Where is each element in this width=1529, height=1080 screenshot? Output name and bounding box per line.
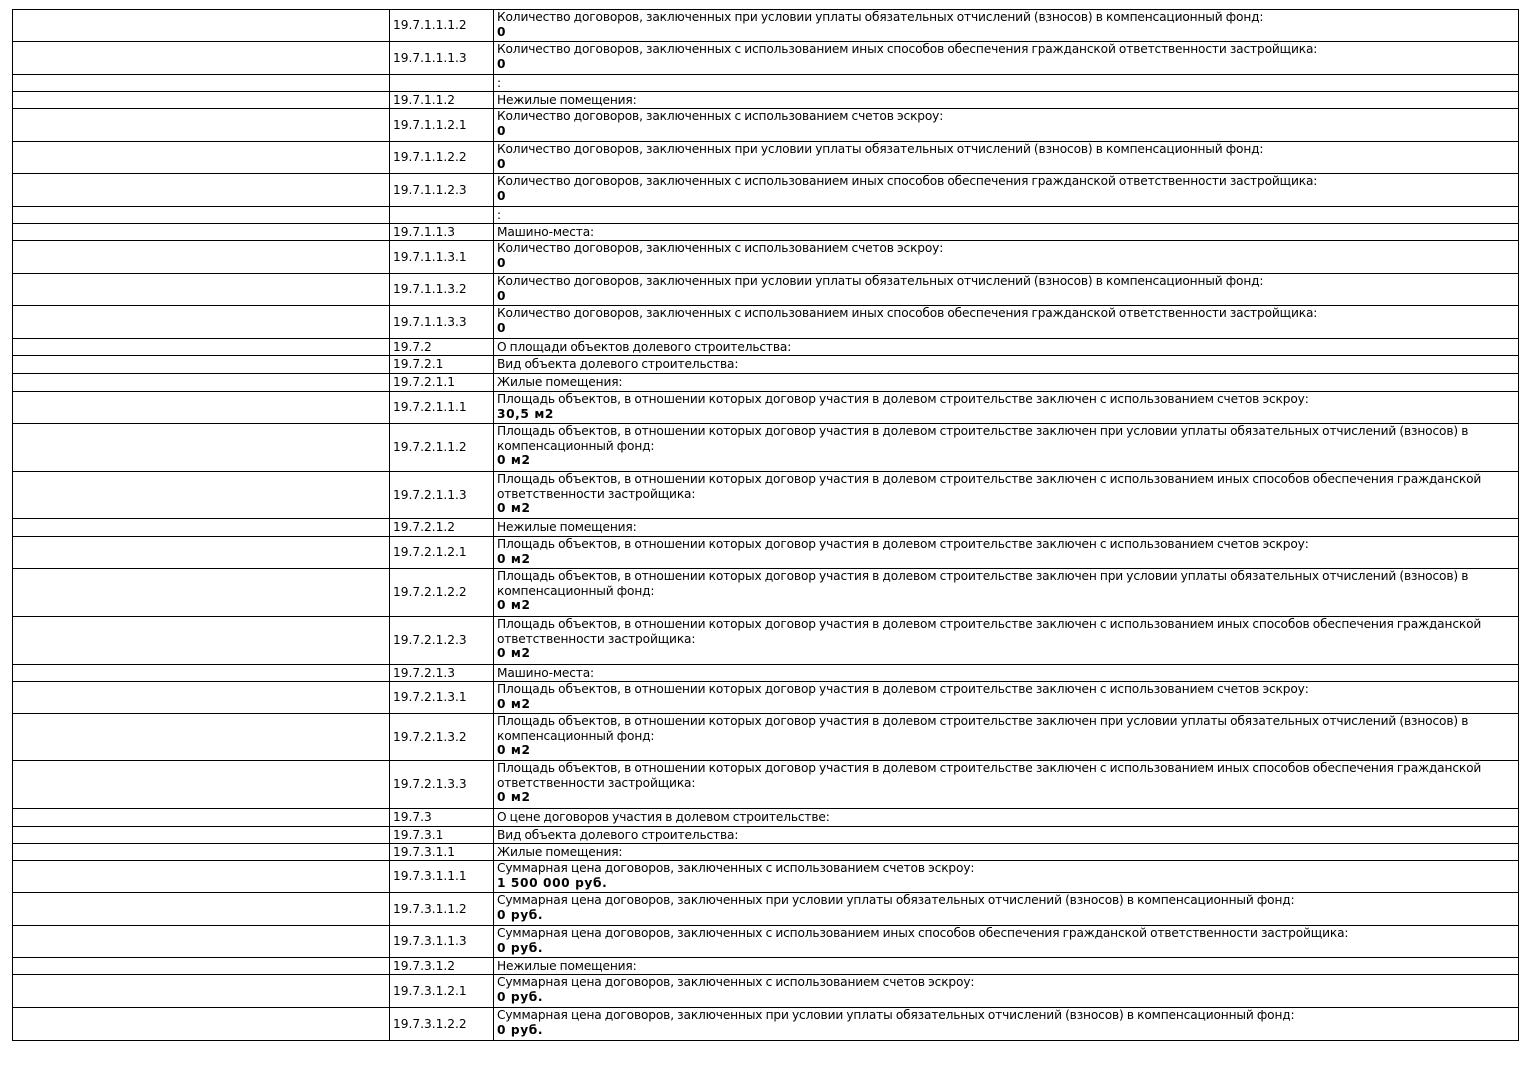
blank-cell <box>13 142 390 174</box>
item-number: 19.7.2.1.2.3 <box>390 617 494 665</box>
item-value: 1 500 000 руб. <box>497 875 608 890</box>
item-number <box>390 75 494 92</box>
table-row <box>13 392 1519 424</box>
item-label: О площади объектов долевого строительства: <box>497 339 792 354</box>
item-content <box>494 109 1519 142</box>
item-label: Нежилые помещения: <box>497 520 637 535</box>
table-row <box>13 893 1519 926</box>
item-content <box>494 569 1519 617</box>
item-value: 0 м2 <box>497 551 531 566</box>
table-row <box>13 42 1519 75</box>
table-row <box>13 10 1519 42</box>
item-value: 0 м2 <box>497 696 531 711</box>
item-value: 0 <box>497 188 507 203</box>
blank-cell <box>13 174 390 207</box>
item-label: Количество договоров, заключенных при условии уплаты обязательных отчислений (взносов) в компенсационный фонд: <box>497 274 1264 288</box>
blank-cell <box>13 75 390 92</box>
item-label: Суммарная цена договоров, заключенных с использованием иных способов обеспечения гражданской ответственности застройщика: <box>497 926 1349 940</box>
blank-cell <box>13 827 390 844</box>
item-label: Суммарная цена договоров, заключенных с использованием счетов эскроу: <box>497 861 975 875</box>
item-label: Площадь объектов, в отношении которых договор участия в долевом строительстве заключен при условии уплаты обязательных отчислений (взносов) в компенсационный фонд: <box>497 714 1469 743</box>
table-row <box>13 975 1519 1008</box>
table-row <box>13 274 1519 306</box>
item-label: Нежилые помещения: <box>497 92 637 107</box>
item-number: 19.7.1.1.3.3 <box>390 306 494 339</box>
item-content <box>494 844 1519 861</box>
item-number: 19.7.1.1.2.2 <box>390 142 494 174</box>
item-label: О цене договоров участия в долевом строительстве: <box>497 810 830 825</box>
item-content <box>494 958 1519 975</box>
item-label: Площадь объектов, в отношении которых договор участия в долевом строительстве заключен с использованием иных способов обеспечения гражданской ответственности застройщика: <box>497 472 1482 501</box>
item-number: 19.7.3.1 <box>390 827 494 844</box>
item-value: 0 руб. <box>497 989 544 1004</box>
blank-cell <box>13 10 390 42</box>
table-row <box>13 356 1519 374</box>
item-content <box>494 174 1519 207</box>
table-row <box>13 75 1519 92</box>
blank-cell <box>13 569 390 617</box>
blank-cell <box>13 844 390 861</box>
item-number: 19.7.3.1.1 <box>390 844 494 861</box>
blank-cell <box>13 42 390 75</box>
item-content <box>494 224 1519 241</box>
table-row <box>13 926 1519 958</box>
item-number: 19.7.2.1.2.1 <box>390 537 494 569</box>
table-row <box>13 92 1519 109</box>
item-value: 0 <box>497 288 507 303</box>
item-content <box>494 374 1519 392</box>
item-number: 19.7.1.1.2.1 <box>390 109 494 142</box>
blank-cell <box>13 374 390 392</box>
blank-cell <box>13 92 390 109</box>
item-number: 19.7.1.1.1.3 <box>390 42 494 75</box>
item-number: 19.7.3.1.1.3 <box>390 926 494 958</box>
table-row <box>13 617 1519 665</box>
item-content <box>494 861 1519 893</box>
item-content <box>494 682 1519 714</box>
blank-cell <box>13 926 390 958</box>
item-label: Площадь объектов, в отношении которых договор участия в долевом строительстве заключен с использованием иных способов обеспечения гражданской ответственности застройщика: <box>497 617 1482 646</box>
table-row <box>13 827 1519 844</box>
item-number: 19.7.3.1.2.2 <box>390 1008 494 1041</box>
item-label: Суммарная цена договоров, заключенных с использованием счетов эскроу: <box>497 975 975 989</box>
item-content <box>494 207 1519 224</box>
item-value: 0 м2 <box>497 598 531 613</box>
item-number: 19.7.2.1.3.2 <box>390 714 494 761</box>
item-content <box>494 142 1519 174</box>
table-row <box>13 861 1519 893</box>
item-label: : <box>497 207 501 222</box>
item-content <box>494 617 1519 665</box>
item-number: 19.7.1.1.1.2 <box>390 10 494 42</box>
blank-cell <box>13 617 390 665</box>
item-value: 30,5 м2 <box>497 406 554 421</box>
item-value: 0 руб. <box>497 1022 544 1037</box>
table-row <box>13 424 1519 472</box>
item-number: 19.7.3.1.2 <box>390 958 494 975</box>
item-content <box>494 274 1519 306</box>
blank-cell <box>13 861 390 893</box>
item-content <box>494 665 1519 682</box>
table-row <box>13 761 1519 809</box>
item-value: 0 <box>497 320 507 335</box>
table-row <box>13 339 1519 356</box>
table-row <box>13 142 1519 174</box>
item-label: Площадь объектов, в отношении которых договор участия в долевом строительстве заключен при условии уплаты обязательных отчислений (взносов) в компенсационный фонд: <box>497 569 1469 598</box>
blank-cell <box>13 714 390 761</box>
blank-cell <box>13 519 390 537</box>
table-row <box>13 958 1519 975</box>
item-label: Площадь объектов, в отношении которых договор участия в долевом строительстве заключен с использованием счетов эскроу: <box>497 537 1309 551</box>
item-number: 19.7.2.1.3 <box>390 665 494 682</box>
item-number: 19.7.1.1.2 <box>390 92 494 109</box>
table-row <box>13 809 1519 827</box>
blank-cell <box>13 665 390 682</box>
table-row <box>13 174 1519 207</box>
item-number: 19.7.1.1.3 <box>390 224 494 241</box>
blank-cell <box>13 893 390 926</box>
blank-cell <box>13 274 390 306</box>
table-row <box>13 207 1519 224</box>
item-number: 19.7.2.1.3.3 <box>390 761 494 809</box>
item-label: Количество договоров, заключенных при условии уплаты обязательных отчислений (взносов) в компенсационный фонд: <box>497 142 1264 156</box>
item-number: 19.7.2.1 <box>390 356 494 374</box>
item-value: 0 <box>497 123 507 138</box>
item-label: Жилые помещения: <box>497 375 623 390</box>
item-number: 19.7.2.1.1.1 <box>390 392 494 424</box>
item-content <box>494 975 1519 1008</box>
item-value: 0 <box>497 24 507 39</box>
item-content <box>494 42 1519 75</box>
item-content <box>494 537 1519 569</box>
blank-cell <box>13 975 390 1008</box>
item-content <box>494 10 1519 42</box>
item-number: 19.7.3.1.1.2 <box>390 893 494 926</box>
blank-cell <box>13 1008 390 1041</box>
item-value: 0 руб. <box>497 907 544 922</box>
blank-cell <box>13 761 390 809</box>
blank-cell <box>13 958 390 975</box>
disclosure-table <box>12 9 1519 1041</box>
item-label: Машино-места: <box>497 224 594 239</box>
item-label: Количество договоров, заключенных с использованием счетов эскроу: <box>497 109 944 123</box>
item-number: 19.7.2.1.1.2 <box>390 424 494 472</box>
item-content <box>494 75 1519 92</box>
item-content <box>494 472 1519 519</box>
blank-cell <box>13 682 390 714</box>
item-number: 19.7.1.1.3.2 <box>390 274 494 306</box>
item-content <box>494 893 1519 926</box>
item-label: Количество договоров, заключенных с использованием иных способов обеспечения гражданской ответственности застройщика: <box>497 42 1318 56</box>
item-value: 0 м2 <box>497 790 531 805</box>
table-row <box>13 665 1519 682</box>
item-value: 0 руб. <box>497 940 544 955</box>
table-row <box>13 682 1519 714</box>
blank-cell <box>13 241 390 274</box>
table-row <box>13 844 1519 861</box>
item-content <box>494 761 1519 809</box>
item-content <box>494 827 1519 844</box>
item-label: Площадь объектов, в отношении которых договор участия в долевом строительстве заключен с использованием счетов эскроу: <box>497 392 1309 406</box>
item-label: Площадь объектов, в отношении которых договор участия в долевом строительстве заключен с использованием счетов эскроу: <box>497 682 1309 696</box>
item-label: Суммарная цена договоров, заключенных при условии уплаты обязательных отчислений (взносов) в компенсационный фонд: <box>497 893 1295 907</box>
item-content <box>494 339 1519 356</box>
item-label: Нежилые помещения: <box>497 958 637 973</box>
item-value: 0 <box>497 56 507 71</box>
item-label: Количество договоров, заключенных при условии уплаты обязательных отчислений (взносов) в компенсационный фонд: <box>497 10 1264 24</box>
table-row <box>13 1008 1519 1041</box>
item-label: Машино-места: <box>497 665 594 680</box>
item-number: 19.7.1.1.2.3 <box>390 174 494 207</box>
blank-cell <box>13 392 390 424</box>
item-content <box>494 926 1519 958</box>
table-body <box>13 10 1519 1041</box>
blank-cell <box>13 424 390 472</box>
item-content <box>494 714 1519 761</box>
item-value: 0 <box>497 255 507 270</box>
item-number: 19.7.2.1.3.1 <box>390 682 494 714</box>
item-label: Жилые помещения: <box>497 844 623 859</box>
blank-cell <box>13 339 390 356</box>
table-row <box>13 241 1519 274</box>
item-label: Площадь объектов, в отношении которых договор участия в долевом строительстве заключен с использованием иных способов обеспечения гражданской ответственности застройщика: <box>497 761 1482 790</box>
item-content <box>494 1008 1519 1041</box>
item-value: 0 м2 <box>497 743 531 758</box>
blank-cell <box>13 472 390 519</box>
item-number: 19.7.3.1.2.1 <box>390 975 494 1008</box>
item-content <box>494 519 1519 537</box>
item-label: Количество договоров, заключенных с использованием иных способов обеспечения гражданской ответственности застройщика: <box>497 306 1318 320</box>
table-row <box>13 374 1519 392</box>
item-number: 19.7.2 <box>390 339 494 356</box>
item-number: 19.7.2.1.2.2 <box>390 569 494 617</box>
item-value: 0 м2 <box>497 646 531 661</box>
table-row <box>13 569 1519 617</box>
item-content <box>494 92 1519 109</box>
item-number: 19.7.2.1.2 <box>390 519 494 537</box>
item-content <box>494 392 1519 424</box>
item-content <box>494 241 1519 274</box>
table-row <box>13 224 1519 241</box>
table-row <box>13 109 1519 142</box>
table-row <box>13 306 1519 339</box>
item-content <box>494 809 1519 827</box>
blank-cell <box>13 109 390 142</box>
item-number: 19.7.3 <box>390 809 494 827</box>
item-label: Количество договоров, заключенных с использованием счетов эскроу: <box>497 241 944 255</box>
table-row <box>13 537 1519 569</box>
item-number: 19.7.2.1.1 <box>390 374 494 392</box>
item-value: 0 <box>497 156 507 171</box>
item-content <box>494 306 1519 339</box>
item-value: 0 м2 <box>497 501 531 516</box>
item-label: Площадь объектов, в отношении которых договор участия в долевом строительстве заключен при условии уплаты обязательных отчислений (взносов) в компенсационный фонд: <box>497 424 1469 453</box>
item-label: Суммарная цена договоров, заключенных при условии уплаты обязательных отчислений (взносов) в компенсационный фонд: <box>497 1008 1295 1022</box>
blank-cell <box>13 537 390 569</box>
item-label: Вид объекта долевого строительства: <box>497 827 739 842</box>
item-number: 19.7.1.1.3.1 <box>390 241 494 274</box>
item-content <box>494 424 1519 472</box>
item-label: Вид объекта долевого строительства: <box>497 357 739 372</box>
item-number: 19.7.2.1.1.3 <box>390 472 494 519</box>
blank-cell <box>13 306 390 339</box>
item-label: Количество договоров, заключенных с использованием иных способов обеспечения гражданской ответственности застройщика: <box>497 174 1318 188</box>
item-label: : <box>497 75 501 90</box>
item-content <box>494 356 1519 374</box>
blank-cell <box>13 207 390 224</box>
blank-cell <box>13 356 390 374</box>
blank-cell <box>13 224 390 241</box>
table-row <box>13 472 1519 519</box>
item-number <box>390 207 494 224</box>
item-number: 19.7.3.1.1.1 <box>390 861 494 893</box>
blank-cell <box>13 809 390 827</box>
table-row <box>13 519 1519 537</box>
item-value: 0 м2 <box>497 453 531 468</box>
table-row <box>13 714 1519 761</box>
